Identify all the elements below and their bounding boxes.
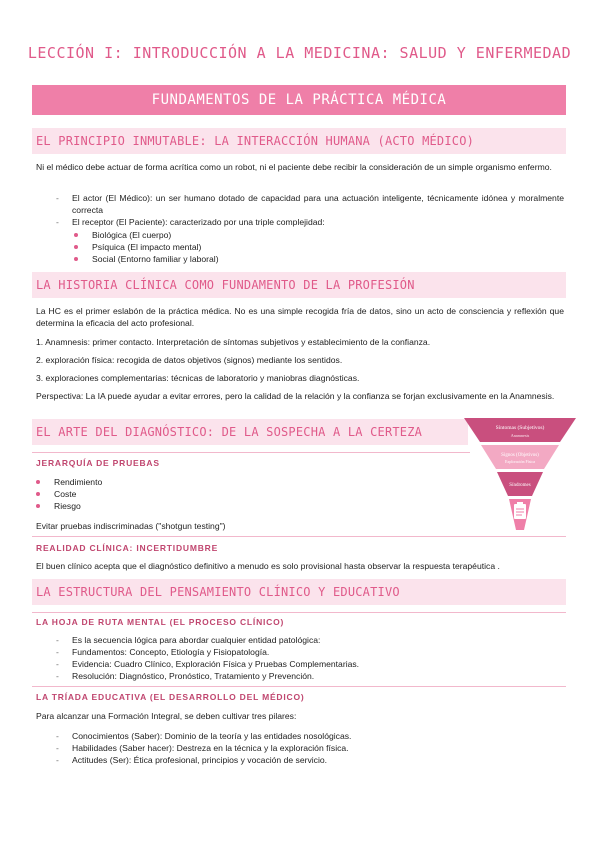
s1-sublist — [74, 229, 219, 265]
list-item: Psíquica (El impacto mental) — [74, 241, 219, 253]
divider — [32, 452, 470, 453]
s2-complementarias: 3. exploraciones complementarias: técnicas de laboratorio y maniobras diagnósticas. — [36, 373, 360, 383]
list-item: - Habilidades (Saber hacer): Destreza en la técnica y la exploración física. — [56, 742, 564, 754]
s2-exploracion: 2. exploración física: recogida de datos objetivos (signos) mediante los sentidos. — [36, 355, 343, 365]
main-banner: FUNDAMENTOS DE LA PRÁCTICA MÉDICA — [32, 85, 566, 115]
subheading-realidad: REALIDAD CLÍNICA: INCERTIDUMBRE — [36, 543, 219, 553]
triada-intro: Para alcanzar una Formación Integral, se deben cultivar tres pilares: — [36, 711, 297, 721]
jerarquia-list — [36, 476, 102, 512]
list-item: - Actitudes (Ser): Ética profesional, principios y vocación de servicio. — [56, 754, 564, 766]
funnel-sublabel: Exploración Física — [504, 459, 536, 464]
subheading-hoja-ruta: LA HOJA DE RUTA MENTAL (EL PROCESO CLÍNICO) — [36, 617, 285, 627]
subheading-triada: LA TRÍADA EDUCATIVA (EL DESARROLLO DEL MÉDICO) — [36, 692, 305, 702]
s2-anamnesis: 1. Anamnesis: primer contacto. Interpretación de síntomas subjetivos y establecimiento de la confianza. — [36, 337, 431, 347]
list-item: - El receptor (El Paciente): caracterizado por una triple complejidad: — [56, 216, 564, 228]
list-item: Coste — [36, 488, 102, 500]
subheading-jerarquia: JERARQUÍA DE PRUEBAS — [36, 458, 160, 468]
list-item: Social (Entorno familiar y laboral) — [74, 253, 219, 265]
funnel-label: Signos (Objetivos) — [501, 453, 539, 458]
list-item: - Fundamentos: Concepto, Etiología y Fisiopatología. — [56, 646, 564, 658]
s1-intro: Ni el médico debe actuar de forma acrítica como un robot, ni el paciente debe recibir la consideración de un simple organismo enfermo. — [36, 162, 552, 172]
divider — [32, 686, 566, 687]
divider — [32, 612, 566, 613]
list-item: - El actor (El Médico): un ser humano dotado de capacidad para una actuación inteligente, técnicamente idónea y moralmente correcta — [56, 192, 564, 216]
list-item: Riesgo — [36, 500, 102, 512]
realidad-text: El buen clínico acepta que el diagnóstico definitivo a menudo es solo provisional hasta observar la respuesta terapéutica . — [36, 561, 500, 571]
diagnostic-funnel — [464, 418, 576, 534]
clipboard-icon — [514, 502, 526, 519]
divider — [32, 536, 566, 537]
hoja-ruta-list — [56, 634, 564, 682]
list-item: Rendimiento — [36, 476, 102, 488]
list-item: - Conocimientos (Saber): Dominio de la teoría y las entidades nosológicas. — [56, 730, 564, 742]
list-item: - Evidencia: Cuadro Clínico, Exploración Física y Pruebas Complementarias. — [56, 658, 564, 670]
triada-list — [56, 730, 564, 766]
section-heading-acto-medico: EL PRINCIPIO INMUTABLE: LA INTERACCIÓN HUMANA (ACTO MÉDICO) — [32, 128, 566, 154]
section-heading-diagnostico: EL ARTE DEL DIAGNÓSTICO: DE LA SOSPECHA A LA CERTEZA — [32, 419, 468, 445]
section-heading-historia-clinica: LA HISTORIA CLÍNICA COMO FUNDAMENTO DE LA PROFESIÓN — [32, 272, 566, 298]
section-heading-pensamiento: LA ESTRUCTURA DEL PENSAMIENTO CLÍNICO Y EDUCATIVO — [32, 579, 566, 605]
list-item: Biológica (El cuerpo) — [74, 229, 219, 241]
funnel-label: Síntomas (Subjetivos) — [495, 425, 545, 431]
list-item: - Es la secuencia lógica para abordar cualquier entidad patológica: — [56, 634, 564, 646]
funnel-sublabel: Anamnesis — [510, 433, 530, 438]
page-title: LECCIÓN I: INTRODUCCIÓN A LA MEDICINA: SALUD Y ENFERMEDAD — [27, 44, 572, 62]
evitar-text: Evitar pruebas indiscriminadas ("shotgun testing") — [36, 521, 226, 531]
funnel-label: Síndromes — [509, 483, 531, 488]
s2-perspectiva: Perspectiva: La IA puede ayudar a evitar errores, pero la calidad de la relación y la confianza se forjan exclusivamente en la Anamnesis. — [36, 391, 555, 401]
s1-list — [56, 192, 564, 228]
list-item: - Resolución: Diagnóstico, Pronóstico, Tratamiento y Prevención. — [56, 670, 564, 682]
s2-intro: La HC es el primer eslabón de la práctica médica. No es una simple recogida fría de datos, sino un acto de consciencia y reflexión que determina la eficacia del acto profesional. — [36, 306, 564, 328]
